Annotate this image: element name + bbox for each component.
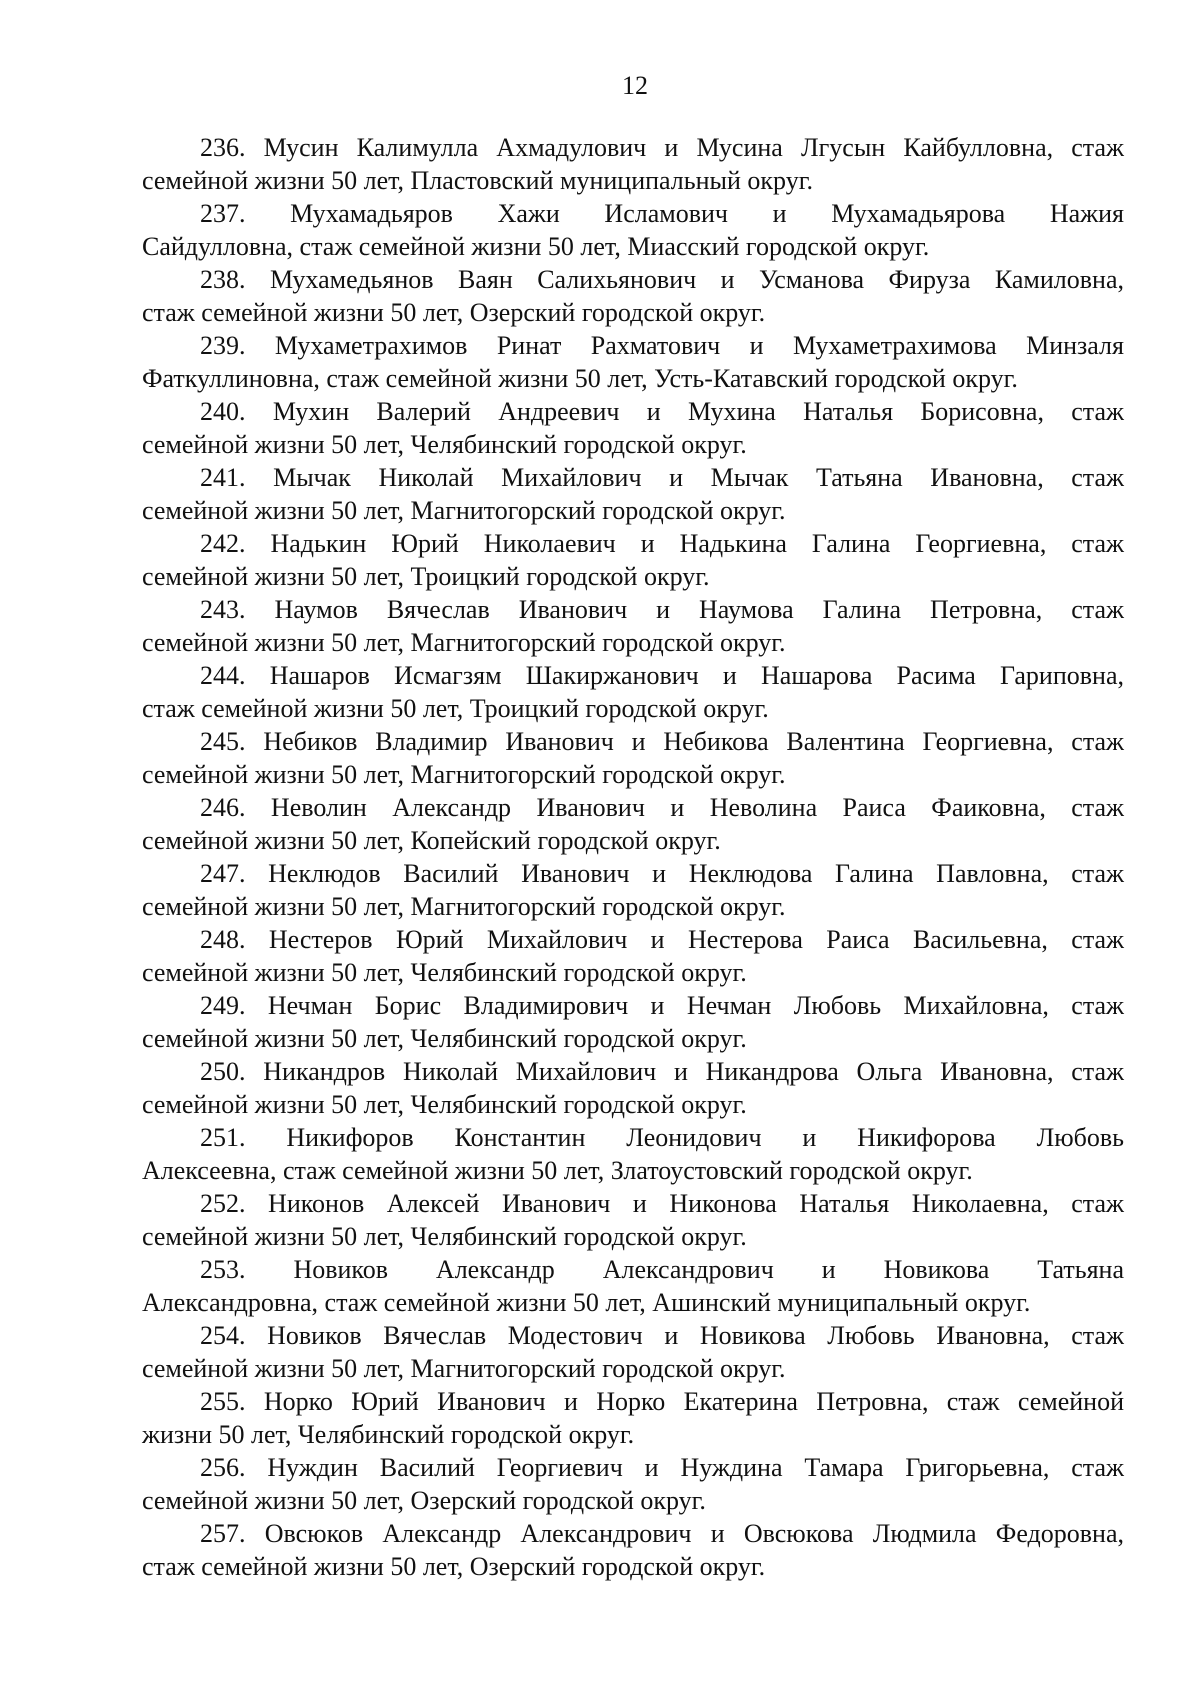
list-item [142, 1386, 1124, 1451]
page-number: 12 [622, 71, 648, 100]
list-item [142, 1188, 1124, 1253]
entry-line-first: 239. Мухаметрахимов Ринат Рахматович и Мухаметрахимова Минзаля [200, 331, 1124, 360]
entry-line-second: стаж семейной жизни 50 лет, Троицкий городской округ. [142, 693, 769, 723]
list-item [142, 462, 1124, 527]
entry-line-second: стаж семейной жизни 50 лет, Озерский городской округ. [142, 297, 766, 327]
entry-line-second: семейной жизни 50 лет, Челябинский городской округ. [142, 1089, 747, 1119]
entry-line-second: Александровна, стаж семейной жизни 50 лет, Ашинский муниципальный округ. [142, 1287, 1031, 1317]
list-item [142, 858, 1124, 923]
list-item [142, 726, 1124, 791]
entry-list [142, 132, 1124, 1584]
entry-line-second: стаж семейной жизни 50 лет, Озерский городской округ. [142, 1551, 766, 1581]
entry-line-second: Сайдулловна, стаж семейной жизни 50 лет, Миасский городской округ. [142, 231, 930, 261]
entry-line-second: семейной жизни 50 лет, Челябинский городской округ. [142, 429, 747, 459]
list-item [142, 1320, 1124, 1385]
list-item [142, 198, 1124, 263]
entry-line-second: семейной жизни 50 лет, Магнитогорский городской округ. [142, 1353, 786, 1383]
entry-line-second: семейной жизни 50 лет, Челябинский городской округ. [142, 1221, 747, 1251]
entry-line-second: семейной жизни 50 лет, Челябинский городской округ. [142, 1023, 747, 1053]
entry-line-second: семейной жизни 50 лет, Магнитогорский городской округ. [142, 759, 786, 789]
entry-line-first: 237. Мухамадьяров Хажи Исламович и Мухамадьярова Нажия [200, 199, 1124, 228]
entry-line-first: 245. Небиков Владимир Иванович и Небикова Валентина Георгиевна, стаж [200, 727, 1124, 756]
list-item [142, 1452, 1124, 1517]
list-item [142, 132, 1124, 197]
list-item [142, 1518, 1124, 1583]
entry-line-first: 242. Надькин Юрий Николаевич и Надькина Галина Георгиевна, стаж [200, 529, 1124, 558]
list-item [142, 990, 1124, 1055]
list-item [142, 396, 1124, 461]
entry-line-first: 240. Мухин Валерий Андреевич и Мухина Наталья Борисовна, стаж [200, 397, 1124, 426]
list-item [142, 330, 1124, 395]
list-item [142, 660, 1124, 725]
entry-line-first: 249. Нечман Борис Владимирович и Нечман Любовь Михайловна, стаж [200, 991, 1124, 1020]
entry-line-second: семейной жизни 50 лет, Троицкий городской округ. [142, 561, 710, 591]
entry-line-second: семейной жизни 50 лет, Пластовский муниципальный округ. [142, 165, 813, 195]
entry-line-second: семейной жизни 50 лет, Озерский городской округ. [142, 1485, 706, 1515]
entry-line-first: 254. Новиков Вячеслав Модестович и Новикова Любовь Ивановна, стаж [200, 1321, 1124, 1350]
entry-line-second: Алексеевна, стаж семейной жизни 50 лет, Златоустовский городской округ. [142, 1155, 973, 1185]
entry-line-first: 247. Неклюдов Василий Иванович и Неклюдова Галина Павловна, стаж [200, 859, 1124, 888]
entry-line-first: 241. Мычак Николай Михайлович и Мычак Татьяна Ивановна, стаж [200, 463, 1124, 492]
list-item [142, 1254, 1124, 1319]
entry-line-first: 252. Никонов Алексей Иванович и Никонова Наталья Николаевна, стаж [200, 1189, 1124, 1218]
list-item [142, 924, 1124, 989]
entry-line-first: 236. Мусин Калимулла Ахмадулович и Мусина Лгусын Кайбулловна, стаж [200, 133, 1124, 162]
list-item [142, 594, 1124, 659]
entry-line-second: Фаткуллиновна, стаж семейной жизни 50 лет, Усть-Катавский городской округ. [142, 363, 1018, 393]
entry-line-second: семейной жизни 50 лет, Челябинский городской округ. [142, 957, 747, 987]
entry-line-first: 251. Никифоров Константин Леонидович и Никифорова Любовь [200, 1123, 1124, 1152]
list-item [142, 528, 1124, 593]
list-item [142, 792, 1124, 857]
entry-line-first: 243. Наумов Вячеслав Иванович и Наумова Галина Петровна, стаж [200, 595, 1124, 624]
list-item [142, 1056, 1124, 1121]
entry-line-second: семейной жизни 50 лет, Копейский городской округ. [142, 825, 721, 855]
list-item [142, 264, 1124, 329]
entry-line-first: 246. Неволин Александр Иванович и Неволина Раиса Фаиковна, стаж [200, 793, 1124, 822]
entry-line-first: 244. Нашаров Исмагзям Шакиржанович и Нашарова Расима Гариповна, [200, 661, 1124, 690]
entry-line-second: жизни 50 лет, Челябинский городской округ. [142, 1419, 635, 1449]
entry-line-first: 253. Новиков Александр Александрович и Новикова Татьяна [200, 1255, 1124, 1284]
entry-line-first: 238. Мухамедьянов Ваян Салихьянович и Усманова Фируза Камиловна, [200, 265, 1124, 294]
entry-line-second: семейной жизни 50 лет, Магнитогорский городской округ. [142, 891, 786, 921]
entry-line-first: 248. Нестеров Юрий Михайлович и Нестерова Раиса Васильевна, стаж [200, 925, 1124, 954]
entry-line-first: 257. Овсюков Александр Александрович и Овсюкова Людмила Федоровна, [200, 1519, 1124, 1548]
list-item [142, 1122, 1124, 1187]
entry-line-first: 250. Никандров Николай Михайлович и Никандрова Ольга Ивановна, стаж [200, 1057, 1124, 1086]
entry-line-second: семейной жизни 50 лет, Магнитогорский городской округ. [142, 627, 786, 657]
entry-line-second: семейной жизни 50 лет, Магнитогорский городской округ. [142, 495, 786, 525]
entry-line-first: 255. Норко Юрий Иванович и Норко Екатерина Петровна, стаж семейной [200, 1387, 1124, 1416]
entry-line-first: 256. Нуждин Василий Георгиевич и Нуждина Тамара Григорьевна, стаж [200, 1453, 1124, 1482]
